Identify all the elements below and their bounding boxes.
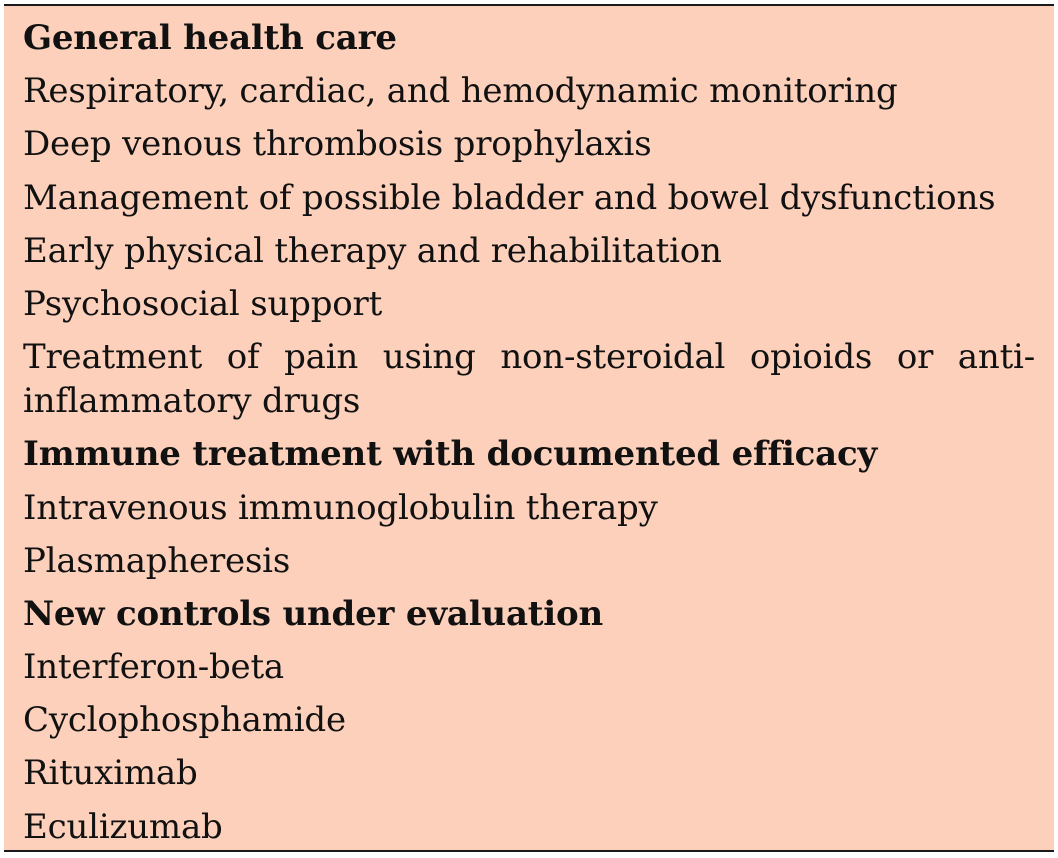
table-row: Management of possible bladder and bowel dysfunctions bbox=[23, 177, 996, 218]
table-row: Cyclophosphamide bbox=[23, 700, 346, 741]
table-row: Intravenous immunoglobulin therapy bbox=[23, 487, 658, 528]
section-heading-new-controls: New controls under evaluation bbox=[23, 593, 604, 634]
table-row: Plasmapheresis bbox=[23, 540, 291, 581]
table-row: Early physical therapy and rehabilitation bbox=[23, 230, 722, 271]
table-row: Deep venous thrombosis prophylaxis bbox=[23, 124, 652, 165]
table-row: Eculizumab bbox=[23, 806, 223, 847]
table-row: Respiratory, cardiac, and hemodynamic monitoring bbox=[23, 71, 898, 112]
section-heading-general-health-care: General health care bbox=[23, 18, 397, 58]
treatment-table bbox=[4, 4, 1054, 852]
section-heading-immune-treatment: Immune treatment with documented efficacy bbox=[23, 434, 878, 475]
table-row: Interferon-beta bbox=[23, 647, 284, 688]
table-row: Psychosocial support bbox=[23, 283, 383, 324]
table-row: Treatment of pain using non-steroidal opioids or anti-inflammatory drugs bbox=[23, 337, 1035, 422]
table-row: Rituximab bbox=[23, 753, 198, 794]
